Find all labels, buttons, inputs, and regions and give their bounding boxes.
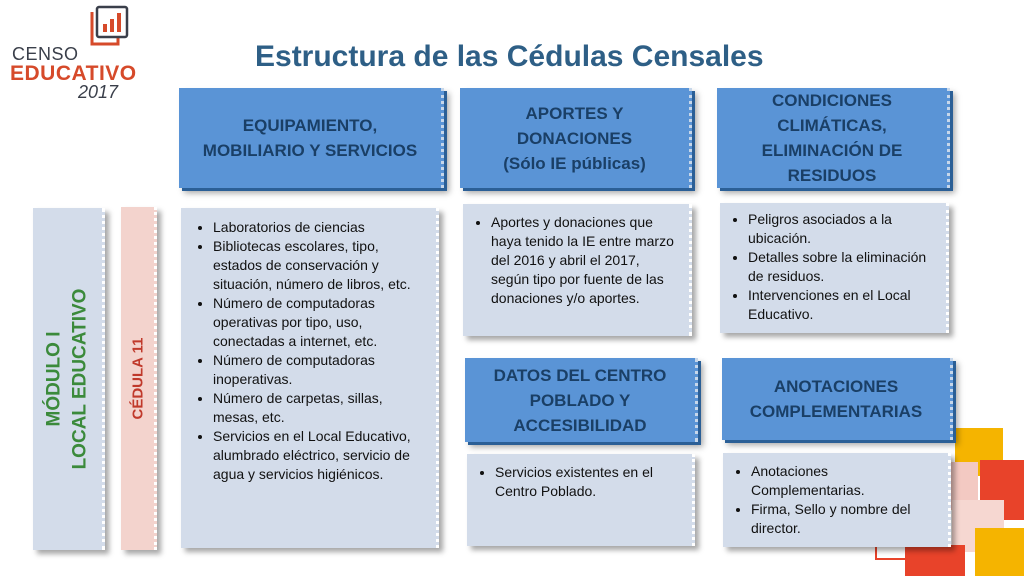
header-condiciones-line2: CLIMÁTICAS, bbox=[777, 116, 887, 135]
header-equipamiento-line1: EQUIPAMIENTO, bbox=[242, 116, 378, 135]
header-condiciones-line1: CONDICIONES bbox=[772, 91, 892, 110]
book-chart-icon bbox=[88, 4, 130, 48]
box-condiciones bbox=[720, 203, 949, 333]
header-datos-line2: POBLADO Y bbox=[529, 390, 631, 410]
page-title: Estructura de las Cédulas Censales bbox=[255, 40, 764, 73]
list-item: • Número de computadoras operativas por tipo, uso, conectadas a internet, etc. bbox=[213, 294, 428, 351]
list-item: • Detalles sobre la eliminación de residuos. bbox=[748, 248, 940, 286]
logo-censo-text: CENSO bbox=[12, 44, 79, 64]
box-equipamiento bbox=[181, 208, 439, 548]
logo-year-text: 2017 bbox=[78, 82, 119, 102]
header-equipamiento-line2: MOBILIARIO Y SERVICIOS bbox=[202, 141, 418, 160]
box-anotaciones bbox=[723, 453, 951, 547]
header-anotaciones bbox=[722, 358, 953, 440]
header-condiciones-line3: ELIMINACIÓN DE bbox=[761, 141, 903, 160]
header-aportes bbox=[460, 88, 692, 188]
cedula-bar bbox=[121, 207, 157, 550]
header-condiciones bbox=[717, 88, 950, 188]
logo-educativo-text: EDUCATIVO bbox=[10, 62, 137, 85]
list-item: • Servicios en el Local Educativo, alumbrado eléctrico, servicio de agua y servicios higiénicos. bbox=[213, 427, 428, 484]
list-item: • Número de carpetas, sillas, mesas, etc. bbox=[213, 389, 428, 427]
list-item: • Peligros asociados a la ubicación. bbox=[748, 210, 940, 248]
box-datos bbox=[467, 454, 695, 546]
list-item: • Servicios existentes en el Centro Poblado. bbox=[495, 463, 686, 501]
header-aportes-line3: (Sólo IE públicas) bbox=[503, 153, 646, 173]
header-datos bbox=[465, 358, 698, 442]
list-item: • Anotaciones Complementarias. bbox=[751, 462, 942, 500]
box-aportes bbox=[463, 204, 692, 336]
header-datos-line3: ACCESIBILIDAD bbox=[513, 415, 647, 435]
list-item: • Aportes y donaciones que haya tenido la IE entre marzo del 2016 y abril el 2017, según tipo por fuente de las donaciones y/o aportes. bbox=[491, 213, 681, 308]
list-item: • Número de computadoras inoperativas. bbox=[213, 351, 428, 389]
list-item: • Firma, Sello y nombre del director. bbox=[751, 500, 942, 538]
module-line2: LOCAL EDUCATIVO bbox=[69, 288, 91, 470]
header-condiciones-line4: RESIDUOS bbox=[787, 166, 877, 185]
header-anotaciones-line2: COMPLEMENTARIAS bbox=[749, 402, 923, 421]
header-datos-line1: DATOS DEL CENTRO bbox=[493, 365, 667, 385]
header-anotaciones-line1: ANOTACIONES bbox=[773, 377, 899, 396]
header-equipamiento bbox=[179, 88, 444, 188]
module-line1: MÓDULO I bbox=[43, 331, 65, 427]
header-aportes-line1: APORTES Y bbox=[525, 103, 624, 123]
list-item: • Laboratorios de ciencias bbox=[213, 218, 428, 237]
cedula-label: CÉDULA 11 bbox=[129, 337, 146, 420]
header-aportes-line2: DONACIONES bbox=[516, 128, 633, 148]
module-bar bbox=[33, 208, 105, 550]
list-item: • Bibliotecas escolares, tipo, estados de conservación y situación, número de libros, etc. bbox=[213, 237, 428, 294]
list-item: • Intervenciones en el Local Educativo. bbox=[748, 286, 940, 324]
